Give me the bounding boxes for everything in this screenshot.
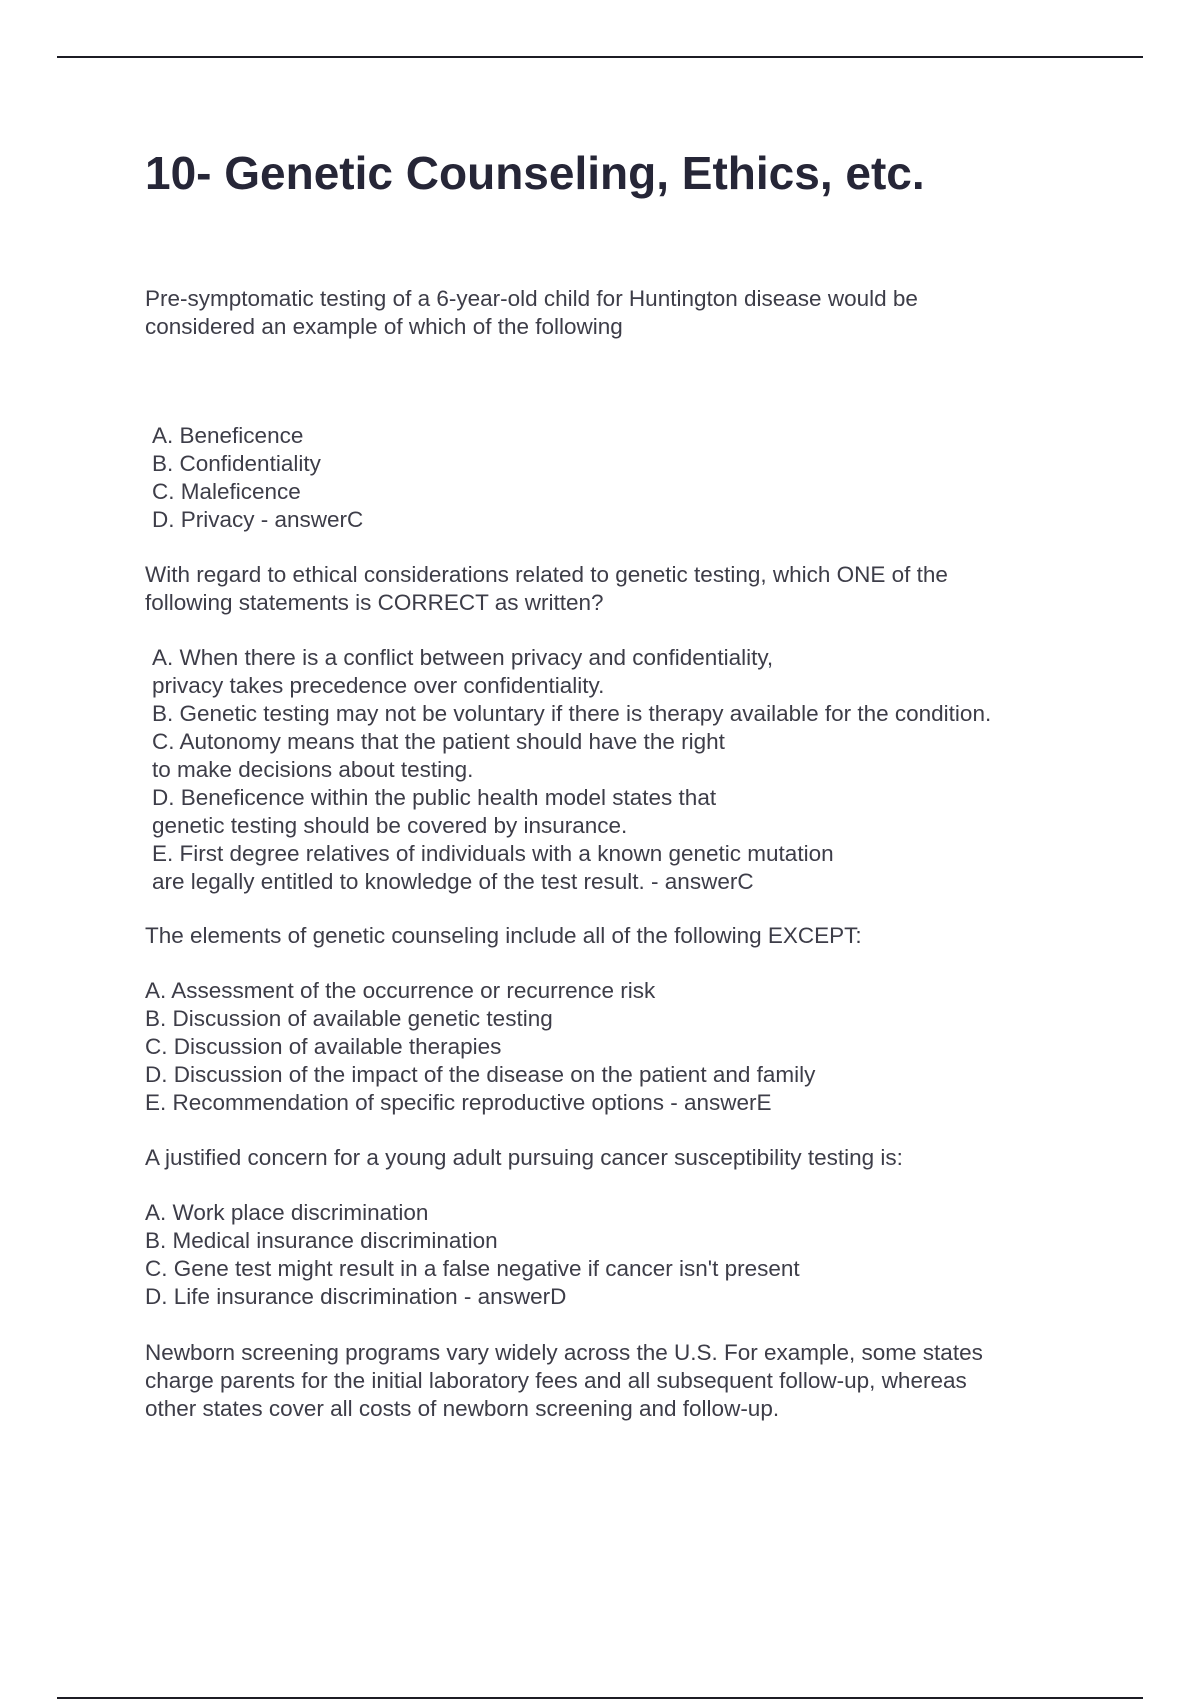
answer-option: D. Beneficence within the public health model states that xyxy=(152,785,717,810)
answer-option: B. Discussion of available genetic testing xyxy=(145,1006,553,1031)
answer-option: A. When there is a conflict between privacy and confidentiality, xyxy=(152,645,774,670)
answer-option: C. Maleficence xyxy=(152,479,301,504)
question-text-line: charge parents for the initial laboratory fees and all subsequent follow-up, whereas xyxy=(145,1368,967,1393)
answer-option: D. Discussion of the impact of the disease on the patient and family xyxy=(145,1062,816,1087)
top-divider xyxy=(57,56,1143,58)
answer-option: B. Confidentiality xyxy=(152,451,321,476)
question-text-line: Newborn screening programs vary widely across the U.S. For example, some states xyxy=(145,1340,983,1365)
answer-option: E. Recommendation of specific reproductive options - answerE xyxy=(145,1090,772,1115)
answer-option: privacy takes precedence over confidentiality. xyxy=(152,673,605,698)
question-text-line: A justified concern for a young adult pursuing cancer susceptibility testing is: xyxy=(145,1145,903,1170)
question-text-line: considered an example of which of the following xyxy=(145,314,623,339)
answer-option: D. Privacy - answerC xyxy=(152,507,364,532)
question-text-line: following statements is CORRECT as written? xyxy=(145,590,604,615)
question-4-options xyxy=(145,1199,1105,1311)
question-4-stem xyxy=(145,1144,1105,1172)
document-title: 10- Genetic Counseling, Ethics, etc. xyxy=(145,147,925,199)
answer-option: D. Life insurance discrimination - answerD xyxy=(145,1284,567,1309)
answer-option: A. Beneficence xyxy=(152,423,304,448)
answer-option: A. Work place discrimination xyxy=(145,1200,429,1225)
answer-option: B. Genetic testing may not be voluntary if there is therapy available for the condition. xyxy=(152,701,992,726)
answer-option: are legally entitled to knowledge of the test result. - answerC xyxy=(152,869,754,894)
question-text-line: Pre-symptomatic testing of a 6-year-old child for Huntington disease would be xyxy=(145,286,918,311)
question-text-line: other states cover all costs of newborn screening and follow-up. xyxy=(145,1396,780,1421)
question-5-stem xyxy=(145,1339,1105,1423)
question-text-line: The elements of genetic counseling include all of the following EXCEPT: xyxy=(145,923,862,948)
answer-option: B. Medical insurance discrimination xyxy=(145,1228,498,1253)
answer-option: C. Discussion of available therapies xyxy=(145,1034,502,1059)
answer-option: genetic testing should be covered by insurance. xyxy=(152,813,628,838)
question-3-stem xyxy=(145,922,1105,950)
question-1-options xyxy=(152,422,1112,534)
answer-option: E. First degree relatives of individuals with a known genetic mutation xyxy=(152,841,834,866)
answer-option: A. Assessment of the occurrence or recurrence risk xyxy=(145,978,656,1003)
question-1-stem xyxy=(145,285,1105,341)
question-2-stem xyxy=(145,561,1105,617)
answer-option: C. Autonomy means that the patient should have the right xyxy=(152,729,725,754)
question-2-options xyxy=(152,644,1112,896)
question-3-options xyxy=(145,977,1105,1117)
bottom-divider xyxy=(57,1697,1143,1699)
answer-option: C. Gene test might result in a false negative if cancer isn't present xyxy=(145,1256,800,1281)
answer-option: to make decisions about testing. xyxy=(152,757,474,782)
question-text-line: With regard to ethical considerations related to genetic testing, which ONE of the xyxy=(145,562,948,587)
